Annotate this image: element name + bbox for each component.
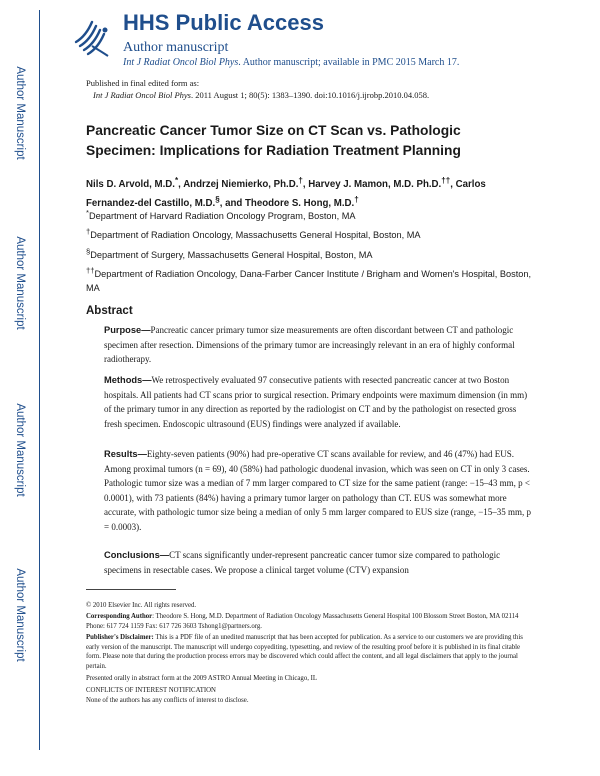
author: Carlos Fernandez-del Castillo, M.D. xyxy=(86,179,486,210)
hhs-public-access-title: HHS Public Access xyxy=(123,10,324,35)
presentation-note: Presented orally in abstract form at the 2009 ASTRO Annual Meeting in Chicago, IL xyxy=(86,675,318,682)
author: Andrzej Niemierko, Ph.D. xyxy=(183,179,299,191)
publisher-disclaimer: Publisher's Disclaimer: This is a PDF file of an unedited manuscript that has been accepted for publication. As a service to our customers we are providing this early version of the manuscript. The manuscript will undergo copyediting, typesetting, and review of the resulting proof before it is published in its final citable form. Please note that during the production process errors may be discovered which could affect the content, and all legal disclaimers that apply to the journal pertain. xyxy=(86,634,523,670)
author-manuscript-label: Author manuscript xyxy=(123,40,229,55)
affiliation: ††Department of Radiation Oncology, Dana-Farber Cancer Institute / Brigham and Women's Hospital, Boston, MA xyxy=(86,266,532,293)
author-manuscript-sidebar xyxy=(0,0,40,776)
sidebar-label: Author Manuscript xyxy=(14,403,26,497)
author: Harvey J. Mamon, M.D. Ph.D. xyxy=(308,179,442,191)
conflicts-text: None of the authors has any conflicts of interest to disclose. xyxy=(86,697,249,704)
footnote-divider xyxy=(86,589,176,590)
affiliation: †Department of Radiation Oncology, Massachusetts General Hospital, Boston, MA xyxy=(86,227,421,241)
availability-text: . Author manuscript; available in PMC 2015 March 17. xyxy=(238,57,460,68)
sidebar-label: Author Manuscript xyxy=(14,568,26,662)
article-title: Pancreatic Cancer Tumor Size on CT Scan vs. Pathologic Specimen: Implications for Radiation Treatment Planning xyxy=(86,123,461,158)
abstract-purpose: Purpose—Pancreatic cancer primary tumor size measurements are often discordant between CT and pathologic specimen after resection. Dimensions of the primary tumor are increasingly relevant in an era of highly conformal radiotherapy. xyxy=(104,325,515,364)
conflicts-heading: CONFLICTS OF INTEREST NOTIFICATION xyxy=(86,687,216,694)
corresponding-author: Corresponding Author: Theodore S. Hong, M.D. Department of Radiation Oncology Massachusetts General Hospital 100 Blossom Street Boston, MA 02114 Phone: 617 724 1159 Fax: 617 726 3603 Tshong1@partners.org. xyxy=(86,613,519,630)
sidebar-divider xyxy=(39,10,40,750)
journal-name: Int J Radiat Oncol Biol Phys xyxy=(123,57,239,68)
affiliation: *Department of Harvard Radiation Oncology Program, Boston, MA xyxy=(86,208,356,222)
sidebar-label: Author Manuscript xyxy=(14,66,26,160)
affiliation: §Department of Surgery, Massachusetts General Hospital, Boston, MA xyxy=(86,247,373,261)
hhs-eagle-logo-icon xyxy=(72,12,112,60)
sidebar-label: Author Manuscript xyxy=(14,236,26,330)
citation: Int J Radiat Oncol Biol Phys. 2011 August 1; 80(5): 1383–1390. doi:10.1016/j.ijrobp.2010.04.058. xyxy=(93,90,430,100)
author-list: Nils D. Arvold, M.D.*, Andrzej Niemierko, Ph.D.†, Harvey J. Mamon, M.D. Ph.D.††, Carlos Fernandez-del Castillo, M.D.§, and Theodore S. Hong, M.D.† xyxy=(86,176,486,210)
publication-info xyxy=(86,77,429,101)
copyright: © 2010 Elsevier Inc. All rights reserved. xyxy=(86,602,197,609)
journal-availability-line xyxy=(123,57,459,68)
author: Nils D. Arvold, M.D. xyxy=(86,179,175,191)
abstract-results: Results—Eighty-seven patients (90%) had pre-operative CT scans available for review, and 46 (47%) had EUS. Among proximal tumors (n = 69), 40 (58%) had pathologic duodenal invasion, which was seen on CT in only 3 cases. Pathologic tumor size was a median of 7 mm larger compared to CT size for the same patient (range: −15–43 mm, p < 0.0001), with 73 patients (84%) having a primary tumor larger on pathology than CT. EUS was somewhat more accurate, with pathologic tumor size being a median of only 5 mm larger compared to EUS size (range, −15–35 mm, p = 0.0003). xyxy=(104,449,532,532)
abstract-conclusions: Conclusions—CT scans significantly under-represent pancreatic cancer tumor size compared to pathologic specimens in resectable cases. We propose a clinical target volume (CTV) expansion xyxy=(104,550,501,575)
abstract-heading: Abstract xyxy=(86,305,133,317)
abstract-methods: Methods—We retrospectively evaluated 97 consecutive patients with resected pancreatic cancer at two Boston hospitals. All patients had CT scans prior to surgical resection. Primary endpoints were maximum dimension (in mm) of the primary tumor in any direction as reported by the radiologist on CT and by the pathologist on resected gross fresh specimen. Endoscopic ultrasound (EUS) findings were analyzed if available. xyxy=(104,375,528,429)
published-label: Published in final edited form as: xyxy=(86,78,200,88)
author: Theodore S. Hong, M.D. xyxy=(245,198,355,210)
